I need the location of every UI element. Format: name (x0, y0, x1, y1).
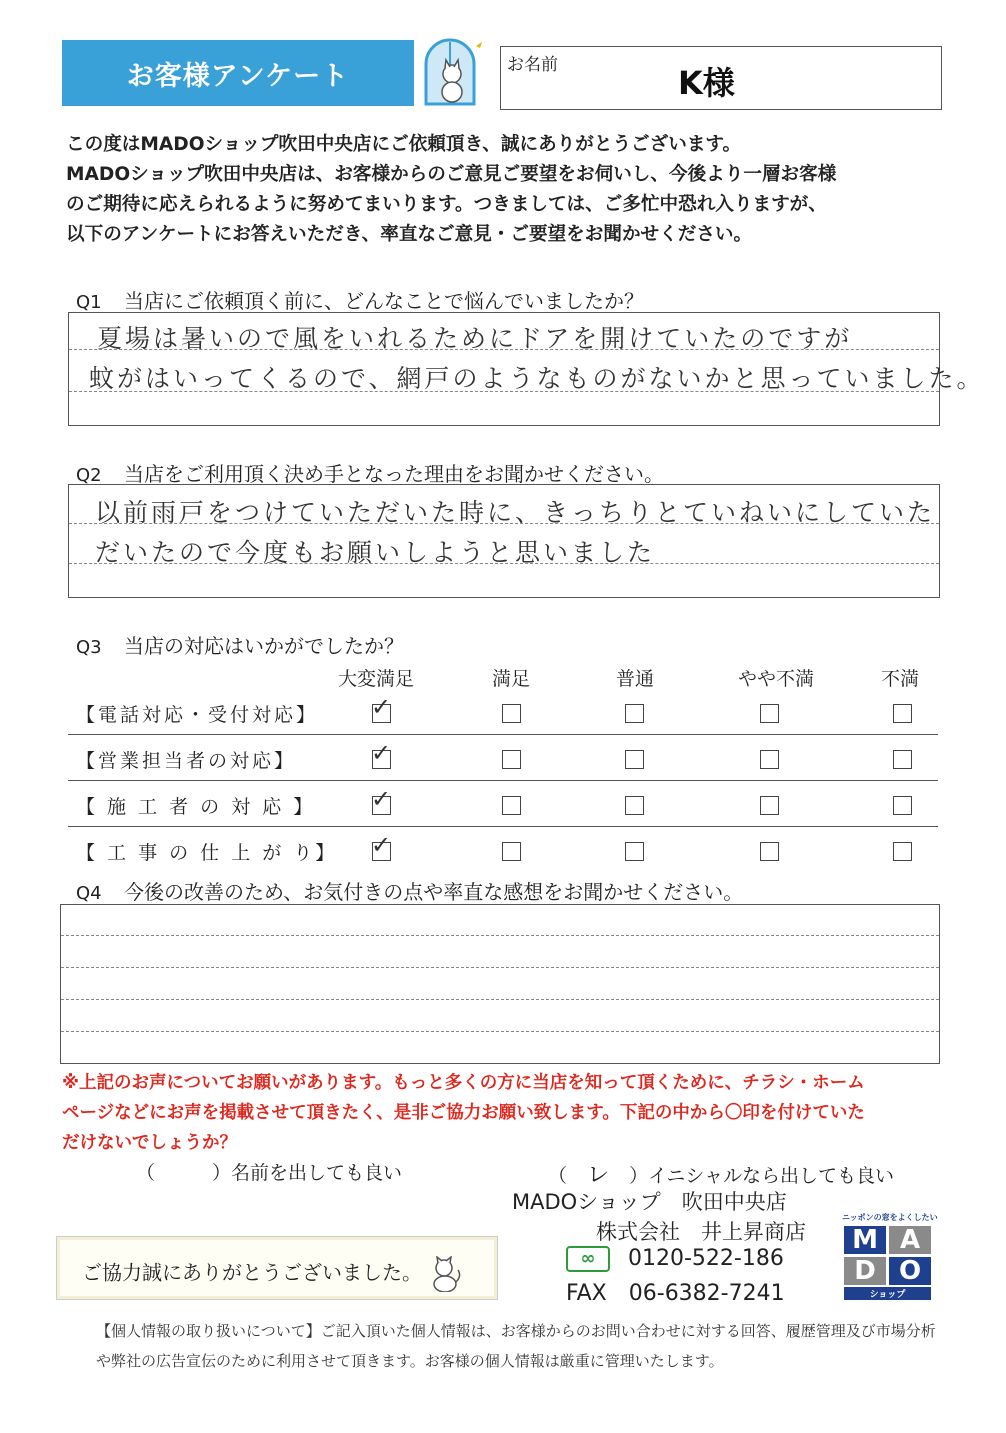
rating-checkbox[interactable] (502, 704, 521, 723)
q2-answer-line: だいたので今度もお願いしようと思いました (95, 538, 656, 567)
logo-letter-o: O (889, 1257, 931, 1285)
q4-answer-box[interactable] (60, 904, 940, 1064)
rating-checkbox[interactable] (893, 842, 912, 861)
notice-line: ページなどにお声を掲載させて頂きたく、是非ご協力お願い致します。下記の中から〇印を付けていた (62, 1103, 865, 1123)
thanks-text: ご協力誠にありがとうございました。 (82, 1260, 422, 1285)
rating-checkbox[interactable] (625, 842, 644, 861)
publication-notice (62, 1068, 942, 1158)
rating-checkbox[interactable] (625, 704, 644, 723)
free-dial-icon: ∞ (566, 1246, 610, 1272)
logo-letter-m: M (844, 1226, 886, 1254)
name-label: お名前 (507, 55, 558, 75)
rating-checkbox[interactable] (625, 796, 644, 815)
rating-checkbox[interactable] (502, 842, 521, 861)
rating-col-head: やや不満 (737, 668, 814, 690)
q1-text: 当店にご依頼頂く前に、どんなことで悩んでいましたか？ (124, 289, 644, 313)
table-divider (68, 734, 938, 735)
q2-number: Q2 (76, 465, 102, 486)
rating-checkbox[interactable] (760, 796, 779, 815)
q1-question (76, 285, 644, 314)
logo-letter-a: A (889, 1226, 931, 1254)
rating-checkbox[interactable] (502, 750, 521, 769)
check-mark-icon: ✓ (371, 785, 392, 813)
consent-initial-mark: レ (587, 1163, 610, 1188)
table-divider (68, 780, 938, 781)
check-mark-icon: ✓ (371, 739, 392, 767)
rating-col-head: 大変満足 (337, 668, 414, 690)
q1-answer-line: 蚊がはいってくるので、網戸のようなものがないかと思っていました。 (89, 364, 985, 393)
table-divider (68, 826, 938, 827)
check-mark-icon: ✓ (371, 693, 392, 721)
q4-number: Q4 (76, 883, 102, 904)
check-mark-icon: ✓ (371, 831, 392, 859)
thanks-message (82, 1256, 462, 1292)
intro-text (66, 130, 946, 250)
intro-line: MADOショップ吹田中央店は、お客様からのご意見ご要望をお伺いし、今後より一層お客様 (66, 164, 837, 185)
rating-checkbox[interactable] (760, 750, 779, 769)
consent-name-option[interactable]: （ ）名前を出しても良い (136, 1162, 403, 1184)
q4-text: 今後の改善のため、お気付きの点や率直な感想をお聞かせください。 (124, 880, 744, 904)
shop-name: MADOショップ 吹田中央店 (512, 1190, 787, 1214)
q1-answer-box (68, 312, 985, 426)
rating-checkbox[interactable] (760, 704, 779, 723)
rating-row-label: 【営業担当者の対応】 (76, 750, 297, 772)
intro-line: 以下のアンケートにお答えいただき、率直なご意見・ご要望をお聞かせください。 (66, 224, 753, 245)
company-name: 株式会社 井上昇商店 (596, 1220, 806, 1244)
phone-row (566, 1246, 784, 1272)
logo-tagline: ニッポンの窓をよくしたい (842, 1213, 938, 1222)
privacy-footer (96, 1316, 956, 1376)
rating-row-label: 【 施 工 者 の 対 応 】 (76, 796, 316, 818)
rating-row-label: 【 工 事 の 仕 上 が り】 (76, 842, 338, 864)
rating-col-head: 普通 (615, 668, 654, 690)
notice-line: だけないでしょうか？ (62, 1133, 237, 1153)
consent-paren-open: （ (548, 1165, 568, 1187)
rating-checkbox[interactable] (371, 831, 392, 861)
q3-number: Q3 (76, 637, 102, 658)
footer-line: 【個人情報の取り扱いについて】ご記入頂いた個人情報は、お客様からのお問い合わせに対する回答、履歴管理及び市場分析 (96, 1322, 936, 1340)
rating-checkbox[interactable] (760, 842, 779, 861)
cat-window-icon (418, 36, 482, 106)
intro-line: この度はMADOショップ吹田中央店にご依頼頂き、誠にありがとうございます。 (66, 134, 742, 155)
cat-icon (428, 1256, 462, 1292)
q2-answer-line: 以前雨戸をつけていただいた時に、きっちりとていねいにしていた (95, 498, 936, 527)
survey-title: お客様アンケート (126, 61, 350, 92)
logo-letter-d: D (844, 1257, 886, 1285)
q1-answer-line: 夏場は暑いので風をいれるためにドアを開けていたのですが (97, 324, 853, 353)
notice-line: ※上記のお声についてお願いがあります。もっと多くの方に当店を知って頂くために、チラシ・ホーム (62, 1073, 865, 1093)
intro-line: のご期待に応えられるように努めてまいります。つきましては、ご多忙中恐れ入りますが、 (66, 194, 827, 215)
rating-checkbox[interactable] (371, 739, 392, 769)
q3-question (76, 630, 404, 659)
rating-checkbox[interactable] (371, 785, 392, 815)
rating-checkbox[interactable] (625, 750, 644, 769)
consent-initial-option[interactable] (548, 1158, 894, 1189)
q3-text: 当店の対応はいかがでしたか？ (124, 634, 404, 658)
footer-line: や弊社の広告宣伝のために利用させて頂きます。お客様の個人情報は厳重に管理いたします。 (96, 1352, 724, 1370)
logo-sub: ショップ (844, 1287, 931, 1300)
rating-checkbox[interactable] (893, 704, 912, 723)
rating-row-label: 【電話対応・受付対応】 (76, 704, 319, 726)
q2-text: 当店をご利用頂く決め手となった理由をお聞かせください。 (124, 462, 664, 486)
q2-question (76, 458, 664, 487)
name-value: K様 (678, 64, 735, 102)
phone-number[interactable]: 0120-522-186 (628, 1246, 784, 1271)
rating-checkbox[interactable] (893, 750, 912, 769)
rating-col-head: 満足 (491, 668, 530, 690)
q4-question (76, 876, 743, 905)
q2-answer-box (68, 484, 940, 598)
mado-shop-logo (842, 1212, 938, 1300)
consent-initial-text: ）イニシャルなら出しても良い (629, 1165, 894, 1187)
q1-number: Q1 (76, 292, 102, 313)
rating-checkbox[interactable] (893, 796, 912, 815)
fax-number: FAX 06-6382-7241 (566, 1281, 785, 1306)
rating-checkbox[interactable] (371, 693, 392, 723)
rating-checkbox[interactable] (502, 796, 521, 815)
rating-col-head: 不満 (880, 668, 919, 690)
